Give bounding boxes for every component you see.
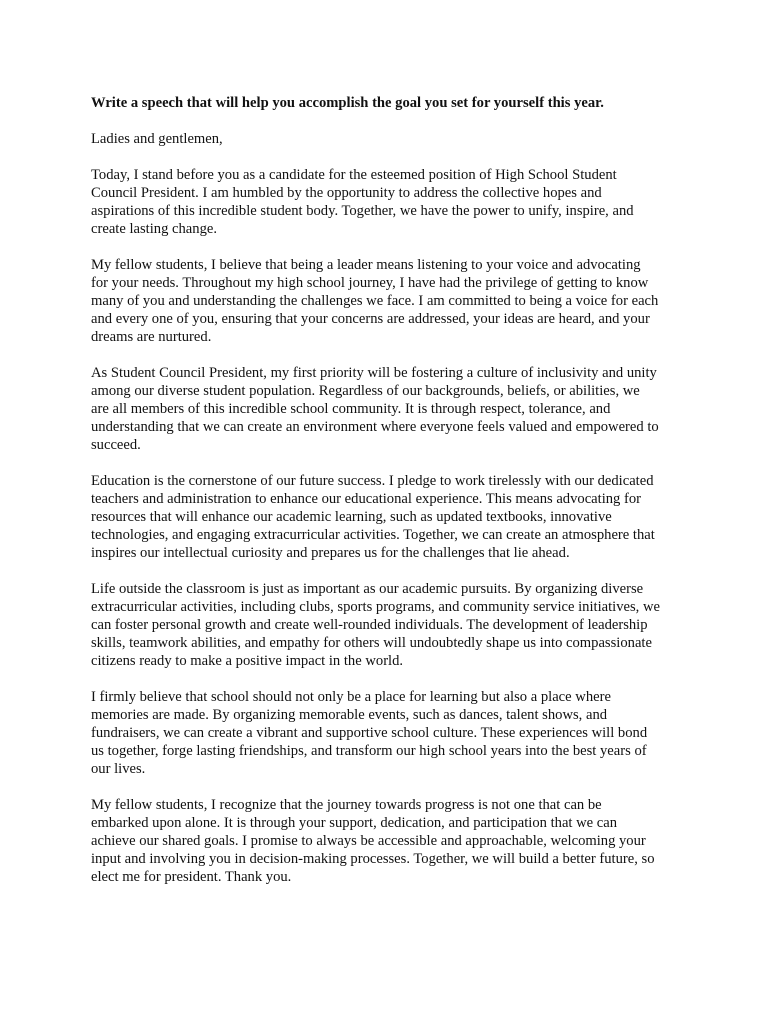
text-line: our lives. bbox=[91, 761, 146, 777]
text-line: us together, forge lasting friendships, and transform our high school years into the best years of bbox=[91, 743, 647, 759]
text-line: technologies, and engaging extracurricular activities. Together, we can create an atmosphere that bbox=[91, 527, 655, 543]
text-line: As Student Council President, my first priority will be fostering a culture of inclusivity and unity bbox=[91, 365, 657, 381]
speech-prompt-heading: Write a speech that will help you accomplish the goal you set for yourself this year. bbox=[91, 95, 604, 111]
paragraph-conclusion bbox=[91, 796, 688, 886]
text-line: elect me for president. Thank you. bbox=[91, 869, 292, 885]
text-line: memories are made. By organizing memorable events, such as dances, talent shows, and bbox=[91, 707, 608, 723]
text-line: input and involving you in decision-making processes. Together, we will build a better future, so bbox=[91, 851, 655, 867]
text-line: dreams are nurtured. bbox=[91, 329, 212, 345]
paragraph-introduction bbox=[91, 166, 688, 238]
text-line: create lasting change. bbox=[91, 221, 218, 237]
text-line: Life outside the classroom is just as important as our academic pursuits. By organizing diverse bbox=[91, 581, 644, 597]
paragraph-education bbox=[91, 472, 688, 562]
text-line: are all members of this incredible school community. It is through respect, tolerance, and bbox=[91, 401, 611, 417]
text-line: teachers and administration to enhance our educational experience. This means advocating for bbox=[91, 491, 642, 507]
text-line: achieve our shared goals. I promise to always be accessible and approachable, welcoming your bbox=[91, 833, 646, 849]
paragraph-events bbox=[91, 688, 688, 778]
text-line: extracurricular activities, including clubs, sports programs, and community service initiatives, we bbox=[91, 599, 660, 615]
text-line: fundraisers, we can create a vibrant and supportive school culture. These experiences will bond bbox=[91, 725, 648, 741]
paragraph-extracurricular bbox=[91, 580, 688, 670]
text-line: aspirations of this incredible student body. Together, we have the power to unify, inspire, and bbox=[91, 203, 634, 219]
text-line: understanding that we can create an environment where everyone feels valued and empowered to bbox=[91, 419, 659, 435]
paragraph-greeting bbox=[91, 130, 688, 148]
text-line: among our diverse student population. Regardless of our backgrounds, beliefs, or abilities, we bbox=[91, 383, 640, 399]
text-line: and every one of you, ensuring that your concerns are addressed, your ideas are heard, and your bbox=[91, 311, 650, 327]
text-line: Council President. I am humbled by the opportunity to address the collective hopes and bbox=[91, 185, 602, 201]
paragraph-inclusivity bbox=[91, 364, 688, 454]
text-line: for your needs. Throughout my high school journey, I have had the privilege of getting to know bbox=[91, 275, 649, 291]
text-line: My fellow students, I believe that being a leader means listening to your voice and advocating bbox=[91, 257, 641, 273]
text-line: My fellow students, I recognize that the journey towards progress is not one that can be bbox=[91, 797, 602, 813]
text-line: skills, teamwork abilities, and empathy for others will undoubtedly shape us into compassionate bbox=[91, 635, 652, 651]
text-line: inspires our intellectual curiosity and prepares us for the challenges that lie ahead. bbox=[91, 545, 570, 561]
text-line: Education is the cornerstone of our future success. I pledge to work tirelessly with our dedicated bbox=[91, 473, 654, 489]
text-line: resources that will enhance our academic learning, such as updated textbooks, innovative bbox=[91, 509, 612, 525]
text-line: succeed. bbox=[91, 437, 141, 453]
paragraph-leadership bbox=[91, 256, 688, 346]
text-line: can foster personal growth and create well-rounded individuals. The development of leadership bbox=[91, 617, 648, 633]
text-line: citizens ready to make a positive impact in the world. bbox=[91, 653, 404, 669]
text-line: embarked upon alone. It is through your support, dedication, and participation that we can bbox=[91, 815, 618, 831]
text-line: I firmly believe that school should not only be a place for learning but also a place where bbox=[91, 689, 611, 705]
text-line: many of you and understanding the challenges we face. I am committed to being a voice for each bbox=[91, 293, 659, 309]
text-line: Ladies and gentlemen, bbox=[91, 131, 223, 147]
text-line: Today, I stand before you as a candidate for the esteemed position of High School Student bbox=[91, 167, 617, 183]
